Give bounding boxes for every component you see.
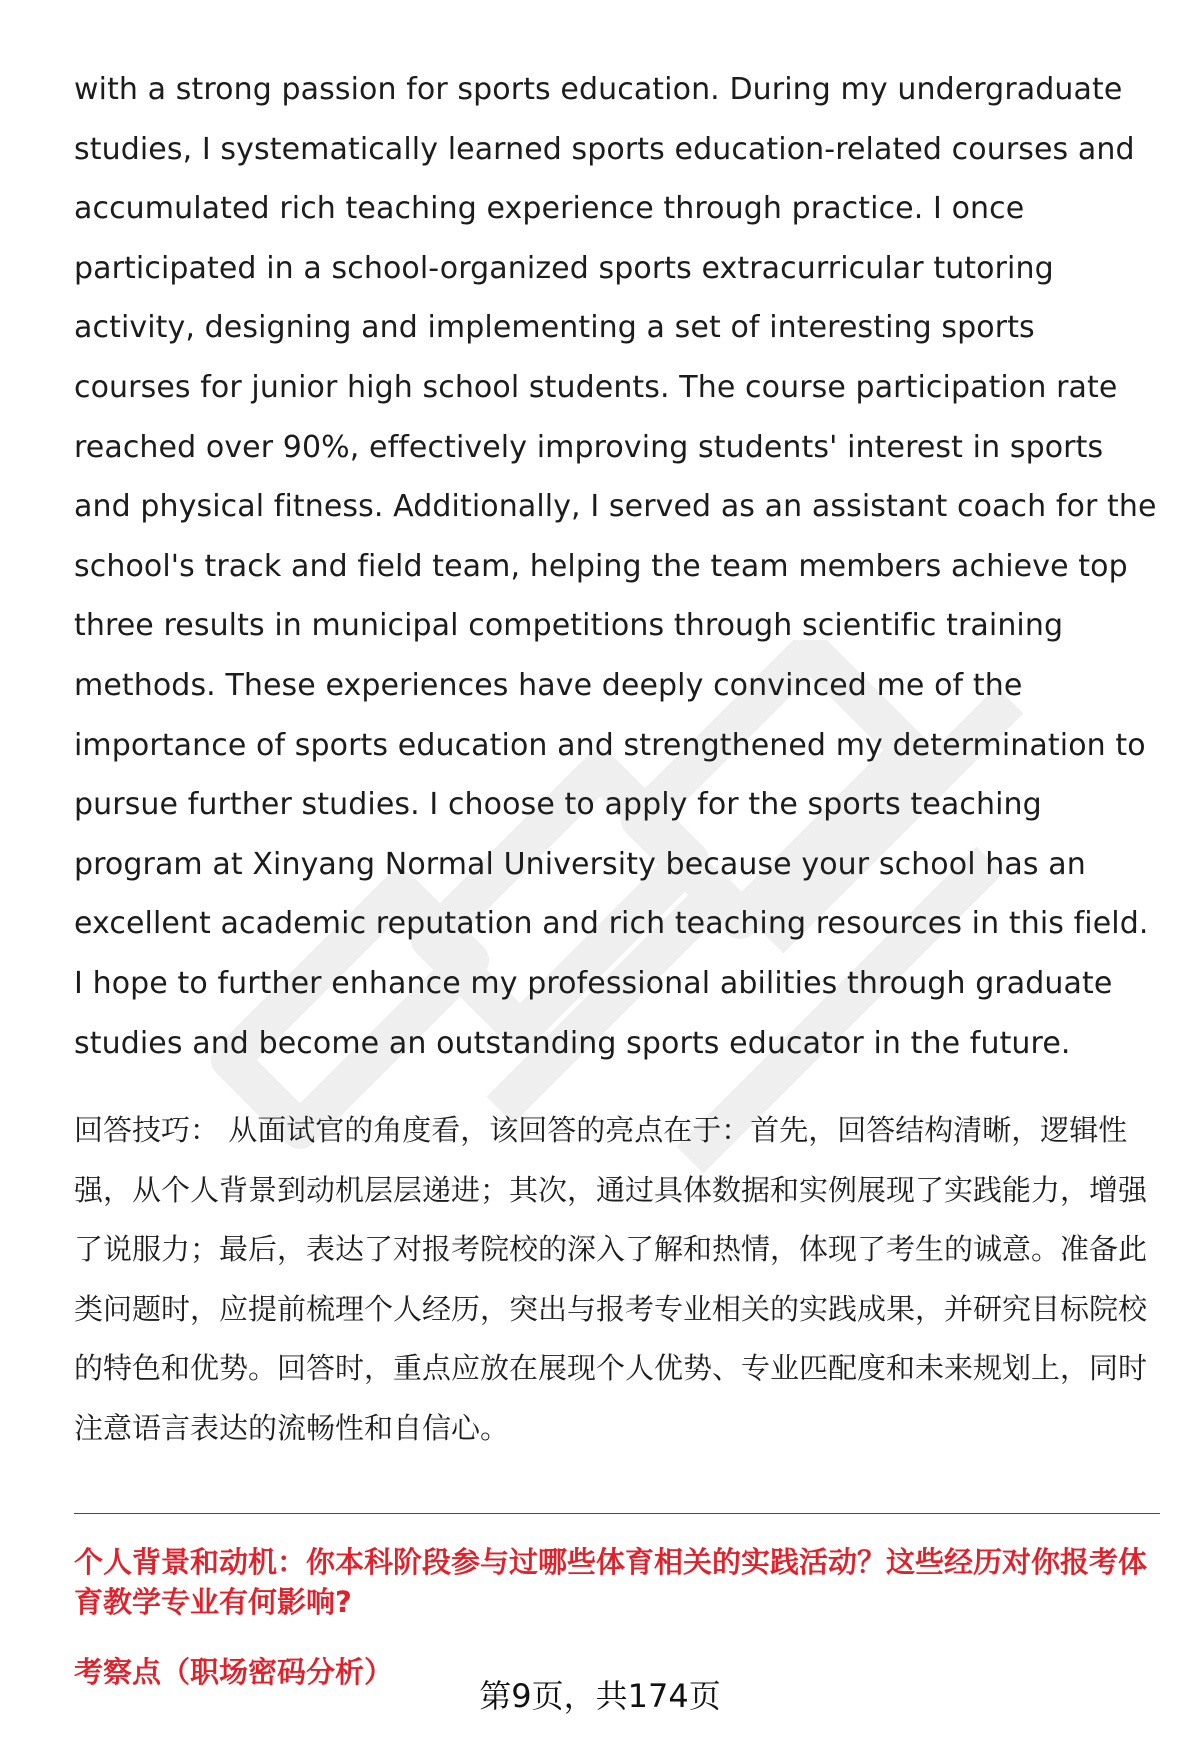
tips-text: 从面试官的角度看，该回答的亮点在于：首先，回答结构清晰，逻辑性强，从个人背景到动机层层递进；其次，通过具体数据和实例展现了实践能力，增强了说服力；最后，表达了对报考院校的深入了解和热情，体现了考生的诚意。准备此类问题时，应提前梳理个人经历，突出与报考专业相关的实践成果，并研究目标院校的特色和优势。回答时，重点应放在展现个人优势、专业匹配度和未来规划上，同时注意语言表达的流畅性和自信心。 (74, 1113, 1148, 1446)
tips-label: 回答技巧： (74, 1113, 220, 1148)
answer-tips-paragraph (74, 1101, 1160, 1459)
section-divider (74, 1513, 1160, 1514)
answer-paragraph: with a strong passion for sports education. During my undergraduate studies, I systematically learned sports education-related courses and accumulated rich teaching experience through practice. I once participated in a school-organized sports extracurricular tutoring activity, designing and implementing a set of interesting sports courses for junior high school students. The course participation rate reached over 90%, effectively improving students' interest in sports and physical fitness. Additionally, I served as an assistant coach for the school's track and field team, helping the team members achieve top three results in municipal competitions through scientific training methods. These experiences have deeply convinced me of the importance of sports education and strengthened my determination to pursue further studies. I choose to apply for the sports teaching program at Xinyang Normal University because your school has an excellent academic reputation and rich teaching resources in this field. I hope to further enhance my professional abilities through graduate studies and become an outstanding sports educator in the future. (74, 72, 1157, 1061)
question-heading: 个人背景和动机：你本科阶段参与过哪些体育相关的实践活动？这些经历对你报考体育教学专业有何影响? (74, 1544, 1148, 1619)
analysis-section-label: 考察点（职场密码分析） (74, 1654, 394, 1689)
page-number-footer: 第9页，共174页 (479, 1677, 721, 1715)
main-content (74, 60, 1160, 1692)
